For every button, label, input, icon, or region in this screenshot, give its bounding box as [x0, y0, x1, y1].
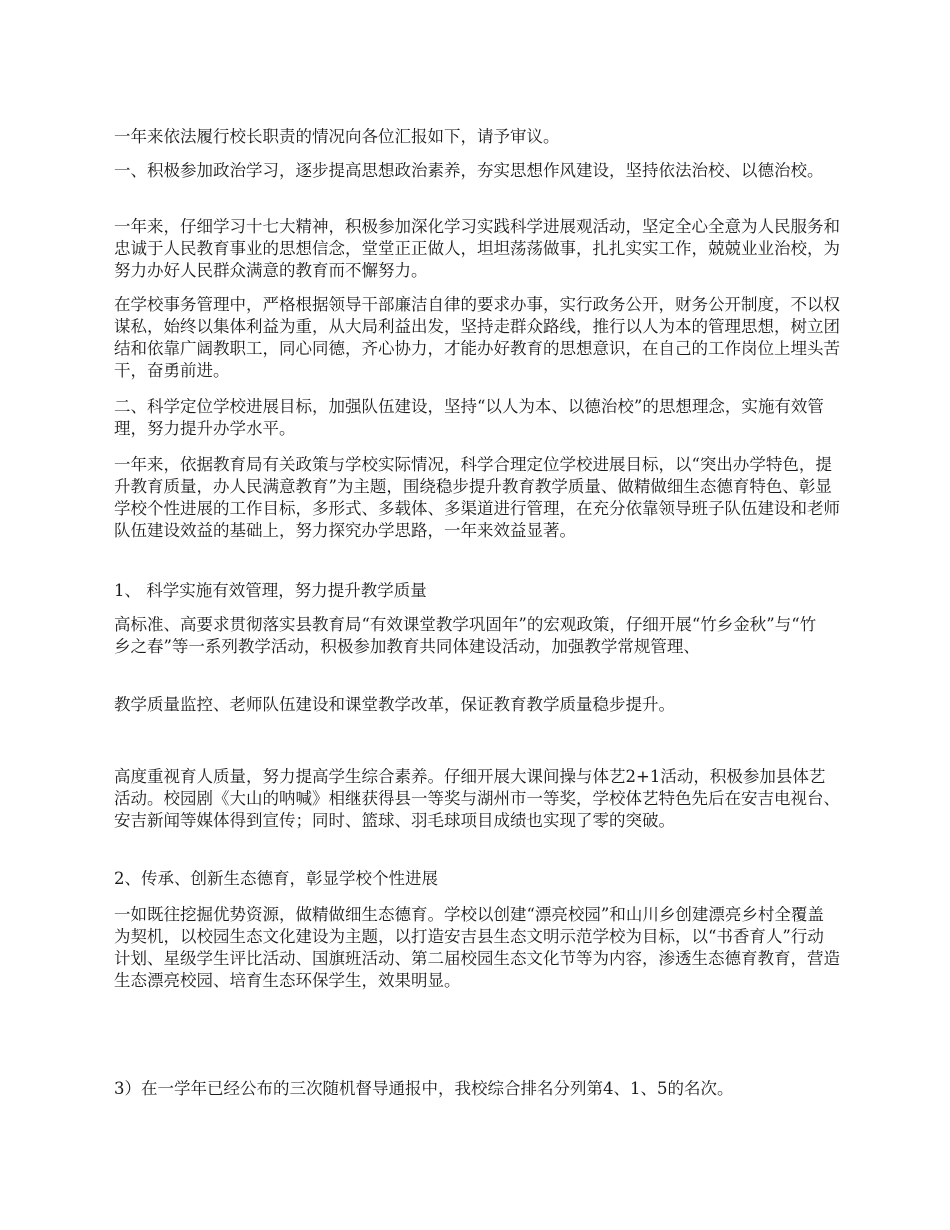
paragraph-ecology: 一如既往挖掘优势资源，做精做细生态德育。学校以创建“漂亮校园”和山川乡创建漂亮乡村全覆盖为契机，以校园生态文化建设为主题，以打造安吉县生态文明示范学校为目标，以“书香育人”行动计划、星级学生评比活动、国旗班活动、第二届校园生态文化节等为内容，渗透生态德育教育，营造生态漂亮校园、培育生态环保学生，效果明显。 — [114, 905, 840, 990]
paragraph-intro: 一年来依法履行校长职责的情况向各位汇报如下，请予审议。 — [114, 127, 560, 146]
paragraph-quality: 高度重视育人质量，努力提高学生综合素养。仔细开展大课间操与体艺2+1活动，积极参加县体艺活动。校园剧《大山的呐喊》相继获得县一等奖与湖州市一等奖，学校体艺特色先后在安吉电视台、安吉新闻等媒体得到宣传；同时、篮球、羽毛球项目成绩也实现了零的突破。 — [114, 767, 840, 830]
paragraph-ranking: 3）在一学年已经公布的三次随机督导通报中，我校综合排名分列第4、1、5的名次。 — [114, 1079, 734, 1098]
section-heading-1: 一、积极参加政治学习，逐步提高思想政治素养，夯实思想作风建设，坚持依法治校、以德治校。 — [114, 161, 824, 180]
paragraph-teaching: 高标准、高要求贯彻落实县教育局“有效课堂教学巩固年”的宏观政策，仔细开展“竹乡金秋”与“竹乡之春”等一系列教学活动，积极参加教育共同体建设活动，加强教学常规管理、 — [114, 615, 817, 656]
paragraph-goals: 一年来，依据教育局有关政策与学校实际情况，科学合理定位学校进展目标，以“突出办学特色，提升教育质量，办人民满意教育”为主题，围绕稳步提升教育教学质量、做精做细生态德育特色、彰显学校个性进展的工作目标，多形式、多载体、多渠道进行管理，在充分依靠领导班子队伍建设和老师队伍建设效益的基础上，努力探究办学思路，一年来效益显著。 — [114, 455, 840, 540]
paragraph-management: 在学校事务管理中，严格根据领导干部廉洁自律的要求办事，实行政务公开，财务公开制度，不以权谋私，始终以集体利益为重，从大局利益出发，坚持走群众路线，推行以人为本的管理思想，树立团结和依靠广阔教职工，同心同德，齐心协力，才能办好教育的思想意识，在自己的工作岗位上埋头苦干，奋勇前进。 — [114, 295, 840, 380]
section-heading-2: 二、科学定位学校进展目标，加强队伍建设，坚持“以人为本、以德治校”的思想理念，实施有效管理，努力提升办学水平。 — [114, 397, 824, 438]
subsection-heading-1: 1、 科学实施有效管理，努力提升教学质量 — [114, 581, 427, 600]
paragraph-teaching-cont: 教学质量监控、老师队伍建设和课堂教学改革，保证教育教学质量稳步提升。 — [114, 695, 675, 714]
paragraph-study: 一年来，仔细学习十七大精神，积极参加深化学习实践科学进展观活动，坚定全心全意为人民服务和忠诚于人民教育事业的思想信念，堂堂正正做人，坦坦荡荡做事，扎扎实实工作，兢兢业业治校，为努力办好人民群众满意的教育而不懈努力。 — [114, 217, 840, 280]
subsection-heading-2: 2、传承、创新生态德育，彰显学校个性进展 — [114, 869, 438, 888]
